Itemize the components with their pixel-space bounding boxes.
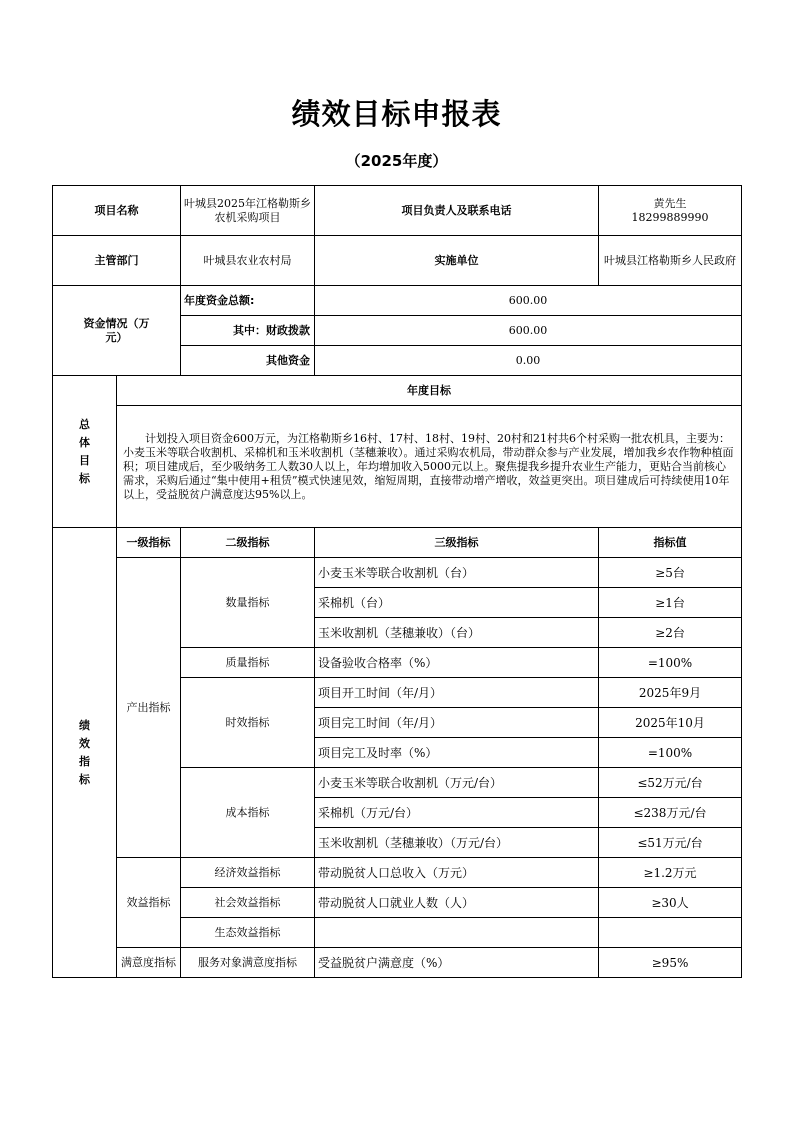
indicator-value: =100%	[599, 648, 742, 678]
table-row	[53, 558, 742, 588]
funds-fiscal-value: 600.00	[315, 316, 742, 346]
funds-label	[53, 286, 181, 376]
impl-label: 实施单位	[315, 236, 599, 286]
indicator-name: 项目完工时间（年/月）	[315, 708, 599, 738]
indicator-value	[599, 918, 742, 948]
perf-header-level2: 二级指标	[181, 528, 315, 558]
level2-service-satisfaction: 服务对象满意度指标	[181, 948, 315, 978]
dept-label: 主管部门	[53, 236, 181, 286]
funds-fiscal-label: 其中：财政拨款	[181, 316, 315, 346]
level1-output: 产出指标	[117, 558, 181, 858]
indicator-value: ≤51万元/台	[599, 828, 742, 858]
goal-text: 计划投入项目资金600万元，为江格勒斯乡16村、17村、18村、19村、20村和21村共6个村采购一批农机具，主要为：小麦玉米等联合收割机、采棉机和玉米收割机（茎穗兼收）。通过采购农机局，带动群众参与产业发展，增加我乡农作物种植面积；项目建成后，至少吸纳务工人数30人以上，年均增加收入5000元以上。聚焦提我乡提升农业生产能力，更贴合当前核心需求，采购后通过“集中使用+租赁”模式快速见效，缩短周期，直接带动增产增收，效益更突出。项目建成后可持续使用10年以上，受益脱贫户满意度达95%以上。	[117, 406, 742, 528]
level2-social: 社会效益指标	[181, 888, 315, 918]
funds-other-value: 0.00	[315, 346, 742, 376]
indicator-name: 玉米收割机（茎穗兼收）（万元/台）	[315, 828, 599, 858]
perf-header-level1: 一级指标	[117, 528, 181, 558]
goal-header: 年度目标	[117, 376, 742, 406]
perf-header-level3: 三级指标	[315, 528, 599, 558]
indicator-value: =100%	[599, 738, 742, 768]
indicator-name: 采棉机（台）	[315, 588, 599, 618]
perf-header-value: 指标值	[599, 528, 742, 558]
goal-text-row	[53, 406, 742, 528]
indicator-name: 设备验收合格率（%）	[315, 648, 599, 678]
goal-header-row	[53, 376, 742, 406]
indicator-name: 玉米收割机（茎穗兼收）（台）	[315, 618, 599, 648]
department-row	[53, 236, 742, 286]
indicator-value: ≥5台	[599, 558, 742, 588]
indicator-value: 2025年9月	[599, 678, 742, 708]
funds-total-label: 年度资金总额:	[181, 286, 315, 316]
perf-section-label	[53, 528, 117, 978]
level2-timeliness: 时效指标	[181, 678, 315, 768]
contact-phone: 18299889990	[631, 210, 709, 224]
table-row	[53, 858, 742, 888]
indicator-name: 项目完工及时率（%）	[315, 738, 599, 768]
indicator-name: 小麦玉米等联合收割机（台）	[315, 558, 599, 588]
contact-value	[599, 186, 742, 236]
indicator-name: 项目开工时间（年/月）	[315, 678, 599, 708]
level2-economic: 经济效益指标	[181, 858, 315, 888]
level2-quality: 质量指标	[181, 648, 315, 678]
level2-ecological: 生态效益指标	[181, 918, 315, 948]
indicator-name: 小麦玉米等联合收割机（万元/台）	[315, 768, 599, 798]
funds-other-label: 其他资金	[181, 346, 315, 376]
contact-label: 项目负责人及联系电话	[315, 186, 599, 236]
indicator-value: ≥95%	[599, 948, 742, 978]
perf-header-row	[53, 528, 742, 558]
dept-value: 叶城县农业农村局	[181, 236, 315, 286]
funds-label-text: 资金情况（万元）	[83, 316, 150, 344]
page-title: 绩效目标申报表	[291, 97, 502, 131]
project-name-row	[53, 186, 742, 236]
performance-form-table	[52, 185, 742, 978]
impl-value: 叶城县江格勒斯乡人民政府	[599, 236, 742, 286]
funds-total-value: 600.00	[315, 286, 742, 316]
indicator-value: ≥1台	[599, 588, 742, 618]
indicator-value: ≤52万元/台	[599, 768, 742, 798]
indicator-name: 采棉机（万元/台）	[315, 798, 599, 828]
level1-satisfaction: 满意度指标	[117, 948, 181, 978]
goal-section-text: 总体目标	[79, 417, 90, 485]
goal-section-label	[53, 376, 117, 528]
funds-total-row	[53, 286, 742, 316]
level1-benefit: 效益指标	[117, 858, 181, 948]
page-subtitle: （2025年度）	[345, 152, 448, 170]
indicator-name	[315, 918, 599, 948]
indicator-name: 带动脱贫人口就业人数（人）	[315, 888, 599, 918]
indicator-value: ≥2台	[599, 618, 742, 648]
indicator-value: ≤238万元/台	[599, 798, 742, 828]
project-name-value: 叶城县2025年江格勒斯乡农机采购项目	[181, 186, 315, 236]
indicator-value: ≥30人	[599, 888, 742, 918]
contact-name: 黄先生	[653, 196, 687, 210]
indicator-value: 2025年10月	[599, 708, 742, 738]
indicator-name: 带动脱贫人口总收入（万元）	[315, 858, 599, 888]
indicator-name: 受益脱贫户满意度（%）	[315, 948, 599, 978]
level2-quantity: 数量指标	[181, 558, 315, 648]
table-row	[53, 948, 742, 978]
indicator-value: ≥1.2万元	[599, 858, 742, 888]
perf-section-text: 绩效指标	[79, 718, 90, 786]
project-name-label: 项目名称	[53, 186, 181, 236]
level2-cost: 成本指标	[181, 768, 315, 858]
